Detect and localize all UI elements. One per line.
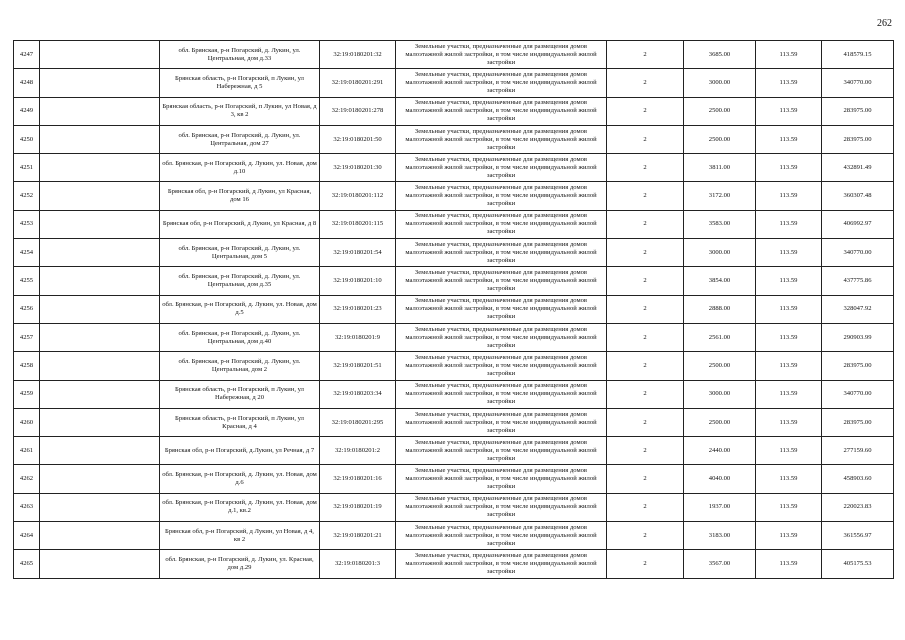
blank-column: [40, 97, 160, 125]
address-cell: обл. Брянская, р-н Погарский, д. Лукин, ул. Красная, дом д.29: [160, 550, 320, 578]
blank-column: [40, 437, 160, 465]
row-number: 4263: [14, 493, 40, 521]
blank-column: [40, 182, 160, 210]
cadastral-number-cell: 32:19:0180201:278: [320, 97, 396, 125]
table-body: [14, 41, 894, 579]
land-use-cell: Земельные участки, предназначенные для размещения домов малоэтажной жилой застройки, в том числе индивидуальной жилой застройки: [396, 522, 607, 550]
area-cell: 3000.00: [684, 380, 756, 408]
cadastral-number-cell: 32:19:0180201:10: [320, 267, 396, 295]
category-cell: 2: [607, 182, 684, 210]
table-row: [14, 323, 894, 351]
cadastral-number-cell: 32:19:0180201:291: [320, 69, 396, 97]
land-use-cell: Земельные участки, предназначенные для размещения домов малоэтажной жилой застройки, в том числе индивидуальной жилой застройки: [396, 323, 607, 351]
cadastral-number-cell: 32:19:0180201:32: [320, 41, 396, 69]
row-number: 4256: [14, 295, 40, 323]
blank-column: [40, 323, 160, 351]
blank-column: [40, 210, 160, 238]
rate-cell: 113.59: [756, 352, 822, 380]
cadastral-value-cell: 277159.60: [822, 437, 894, 465]
land-use-cell: Земельные участки, предназначенные для размещения домов малоэтажной жилой застройки, в том числе индивидуальной жилой застройки: [396, 41, 607, 69]
table-row: [14, 182, 894, 210]
rate-cell: 113.59: [756, 522, 822, 550]
address-cell: Брянская обл, р-н Погарский, д Лукин, ул Новая, д 4, кв 2: [160, 522, 320, 550]
category-cell: 2: [607, 125, 684, 153]
address-cell: обл. Брянская, р-н Погарский, д. Лукин, ул. Новая, дом д.6: [160, 465, 320, 493]
area-cell: 2561.00: [684, 323, 756, 351]
area-cell: 1937.00: [684, 493, 756, 521]
cadastral-value-cell: 405175.53: [822, 550, 894, 578]
blank-column: [40, 267, 160, 295]
category-cell: 2: [607, 69, 684, 97]
area-cell: 3000.00: [684, 239, 756, 267]
rate-cell: 113.59: [756, 323, 822, 351]
land-use-cell: Земельные участки, предназначенные для размещения домов малоэтажной жилой застройки, в том числе индивидуальной жилой застройки: [396, 550, 607, 578]
blank-column: [40, 41, 160, 69]
category-cell: 2: [607, 41, 684, 69]
blank-column: [40, 408, 160, 436]
cadastral-number-cell: 32:19:0180201:115: [320, 210, 396, 238]
category-cell: 2: [607, 239, 684, 267]
row-number: 4262: [14, 465, 40, 493]
address-cell: обл. Брянская, р-н Погарский, д. Лукин, ул. Центральная, дом 27: [160, 125, 320, 153]
table-row: [14, 239, 894, 267]
land-use-cell: Земельные участки, предназначенные для размещения домов малоэтажной жилой застройки, в том числе индивидуальной жилой застройки: [396, 210, 607, 238]
land-use-cell: Земельные участки, предназначенные для размещения домов малоэтажной жилой застройки, в том числе индивидуальной жилой застройки: [396, 295, 607, 323]
table-row: [14, 69, 894, 97]
table-row: [14, 408, 894, 436]
category-cell: 2: [607, 493, 684, 521]
cadastral-value-cell: 283975.00: [822, 97, 894, 125]
category-cell: 2: [607, 210, 684, 238]
table-row: [14, 465, 894, 493]
blank-column: [40, 493, 160, 521]
blank-column: [40, 154, 160, 182]
blank-column: [40, 465, 160, 493]
blank-column: [40, 69, 160, 97]
address-cell: Брянская обл, р-н Погарский, д Лукин, ул Красная, дом 16: [160, 182, 320, 210]
rate-cell: 113.59: [756, 41, 822, 69]
cadastral-value-cell: 283975.00: [822, 125, 894, 153]
blank-column: [40, 352, 160, 380]
cadastral-number-cell: 32:19:0180201:21: [320, 522, 396, 550]
area-cell: 4040.00: [684, 465, 756, 493]
cadastral-number-cell: 32:19:0180201:2: [320, 437, 396, 465]
row-number: 4255: [14, 267, 40, 295]
area-cell: 2500.00: [684, 352, 756, 380]
address-cell: обл. Брянская, р-н Погарский, д. Лукин, ул. Центральная, дом д.40: [160, 323, 320, 351]
cadastral-number-cell: 32:19:0180201:51: [320, 352, 396, 380]
land-use-cell: Земельные участки, предназначенные для размещения домов малоэтажной жилой застройки, в том числе индивидуальной жилой застройки: [396, 239, 607, 267]
rate-cell: 113.59: [756, 465, 822, 493]
address-cell: обл. Брянская, р-н Погарский, д. Лукин, ул. Центральная, дом д.33: [160, 41, 320, 69]
cadastral-value-cell: 283975.00: [822, 408, 894, 436]
row-number: 4260: [14, 408, 40, 436]
row-number: 4258: [14, 352, 40, 380]
table-row: [14, 97, 894, 125]
row-number: 4259: [14, 380, 40, 408]
blank-column: [40, 295, 160, 323]
land-use-cell: Земельные участки, предназначенные для размещения домов малоэтажной жилой застройки, в том числе индивидуальной жилой застройки: [396, 408, 607, 436]
land-use-cell: Земельные участки, предназначенные для размещения домов малоэтажной жилой застройки, в том числе индивидуальной жилой застройки: [396, 493, 607, 521]
category-cell: 2: [607, 522, 684, 550]
row-number: 4265: [14, 550, 40, 578]
rate-cell: 113.59: [756, 380, 822, 408]
area-cell: 3583.00: [684, 210, 756, 238]
address-cell: обл. Брянская, р-н Погарский, д. Лукин, ул. Центральная, дом 2: [160, 352, 320, 380]
row-number: 4252: [14, 182, 40, 210]
area-cell: 2500.00: [684, 408, 756, 436]
category-cell: 2: [607, 550, 684, 578]
address-cell: обл. Брянская, р-н Погарский, д. Лукин, ул. Новая, дом д.10: [160, 154, 320, 182]
page-number: 262: [877, 18, 892, 29]
cadastral-value-cell: 290903.99: [822, 323, 894, 351]
cadastral-number-cell: 32:19:0180201:9: [320, 323, 396, 351]
address-cell: Брянская обл, р-н Погарский, д.Лукин, ул Речная, д 7: [160, 437, 320, 465]
cadastral-number-cell: 32:19:0180203:34: [320, 380, 396, 408]
area-cell: 3685.00: [684, 41, 756, 69]
table-row: [14, 295, 894, 323]
cadastral-value-cell: 340770.00: [822, 69, 894, 97]
rate-cell: 113.59: [756, 125, 822, 153]
table-row: [14, 522, 894, 550]
cadastral-value-cell: 220023.83: [822, 493, 894, 521]
table-row: [14, 550, 894, 578]
table-row: [14, 154, 894, 182]
row-number: 4264: [14, 522, 40, 550]
table-row: [14, 125, 894, 153]
table-row: [14, 352, 894, 380]
category-cell: 2: [607, 352, 684, 380]
land-use-cell: Земельные участки, предназначенные для размещения домов малоэтажной жилой застройки, в том числе индивидуальной жилой застройки: [396, 352, 607, 380]
row-number: 4250: [14, 125, 40, 153]
blank-column: [40, 239, 160, 267]
blank-column: [40, 380, 160, 408]
cadastral-value-cell: 340770.00: [822, 380, 894, 408]
land-use-cell: Земельные участки, предназначенные для размещения домов малоэтажной жилой застройки, в том числе индивидуальной жилой застройки: [396, 97, 607, 125]
rate-cell: 113.59: [756, 437, 822, 465]
table-row: [14, 210, 894, 238]
row-number: 4249: [14, 97, 40, 125]
cadastral-value-cell: 360307.48: [822, 182, 894, 210]
category-cell: 2: [607, 437, 684, 465]
area-cell: 2888.00: [684, 295, 756, 323]
table-row: [14, 437, 894, 465]
cadastral-value-cell: 458903.60: [822, 465, 894, 493]
cadastral-number-cell: 32:19:0180201:23: [320, 295, 396, 323]
blank-column: [40, 125, 160, 153]
land-registry-table: [13, 40, 894, 579]
row-number: 4254: [14, 239, 40, 267]
rate-cell: 113.59: [756, 154, 822, 182]
row-number: 4257: [14, 323, 40, 351]
address-cell: Брянская обл, р-н Погарский, д Лукин, ул Красная, д 8: [160, 210, 320, 238]
category-cell: 2: [607, 408, 684, 436]
area-cell: 2500.00: [684, 125, 756, 153]
area-cell: 2500.00: [684, 97, 756, 125]
area-cell: 3854.00: [684, 267, 756, 295]
land-use-cell: Земельные участки, предназначенные для размещения домов малоэтажной жилой застройки, в том числе индивидуальной жилой застройки: [396, 267, 607, 295]
area-cell: 3172.00: [684, 182, 756, 210]
row-number: 4247: [14, 41, 40, 69]
cadastral-value-cell: 418579.15: [822, 41, 894, 69]
cadastral-number-cell: 32:19:0180201:19: [320, 493, 396, 521]
table-row: [14, 380, 894, 408]
land-use-cell: Земельные участки, предназначенные для размещения домов малоэтажной жилой застройки, в том числе индивидуальной жилой застройки: [396, 182, 607, 210]
category-cell: 2: [607, 154, 684, 182]
land-use-cell: Земельные участки, предназначенные для размещения домов малоэтажной жилой застройки, в том числе индивидуальной жилой застройки: [396, 154, 607, 182]
area-cell: 3811.00: [684, 154, 756, 182]
cadastral-value-cell: 328047.92: [822, 295, 894, 323]
table-row: [14, 267, 894, 295]
cadastral-number-cell: 32:19:0180201:3: [320, 550, 396, 578]
area-cell: 3000.00: [684, 69, 756, 97]
category-cell: 2: [607, 295, 684, 323]
address-cell: обл. Брянская, р-н Погарский, д. Лукин, ул. Центральная, дом 5: [160, 239, 320, 267]
cadastral-value-cell: 432891.49: [822, 154, 894, 182]
blank-column: [40, 550, 160, 578]
cadastral-number-cell: 32:19:0180201:30: [320, 154, 396, 182]
area-cell: 3183.00: [684, 522, 756, 550]
land-use-cell: Земельные участки, предназначенные для размещения домов малоэтажной жилой застройки, в том числе индивидуальной жилой застройки: [396, 125, 607, 153]
table-row: [14, 493, 894, 521]
land-use-cell: Земельные участки, предназначенные для размещения домов малоэтажной жилой застройки, в том числе индивидуальной жилой застройки: [396, 465, 607, 493]
category-cell: 2: [607, 267, 684, 295]
rate-cell: 113.59: [756, 550, 822, 578]
row-number: 4261: [14, 437, 40, 465]
category-cell: 2: [607, 380, 684, 408]
category-cell: 2: [607, 97, 684, 125]
land-use-cell: Земельные участки, предназначенные для размещения домов малоэтажной жилой застройки, в том числе индивидуальной жилой застройки: [396, 437, 607, 465]
rate-cell: 113.59: [756, 210, 822, 238]
land-use-cell: Земельные участки, предназначенные для размещения домов малоэтажной жилой застройки, в том числе индивидуальной жилой застройки: [396, 69, 607, 97]
cadastral-value-cell: 340770.00: [822, 239, 894, 267]
cadastral-value-cell: 361556.97: [822, 522, 894, 550]
row-number: 4248: [14, 69, 40, 97]
table-row: [14, 41, 894, 69]
cadastral-number-cell: 32:19:0180201:295: [320, 408, 396, 436]
address-cell: Брянская область, р-н Погарский, п Лукин, ул Набережная, д 20: [160, 380, 320, 408]
cadastral-number-cell: 32:19:0180201:54: [320, 239, 396, 267]
address-cell: Брянская область, р-н Погарский, п Лукин, ул Набережная, д 5: [160, 69, 320, 97]
rate-cell: 113.59: [756, 97, 822, 125]
address-cell: обл. Брянская, р-н Погарский, д. Лукин, ул. Новая, дом д.1, кв.2: [160, 493, 320, 521]
address-cell: обл. Брянская, р-н Погарский, д. Лукин, ул. Центральная, дом д.35: [160, 267, 320, 295]
rate-cell: 113.59: [756, 182, 822, 210]
row-number: 4253: [14, 210, 40, 238]
rate-cell: 113.59: [756, 493, 822, 521]
land-use-cell: Земельные участки, предназначенные для размещения домов малоэтажной жилой застройки, в том числе индивидуальной жилой застройки: [396, 380, 607, 408]
cadastral-value-cell: 406992.97: [822, 210, 894, 238]
rate-cell: 113.59: [756, 295, 822, 323]
category-cell: 2: [607, 465, 684, 493]
rate-cell: 113.59: [756, 69, 822, 97]
rate-cell: 113.59: [756, 408, 822, 436]
address-cell: Брянская область, р-н Погарский, п Лукин, ул Новая, д 3, кв 2: [160, 97, 320, 125]
area-cell: 3567.00: [684, 550, 756, 578]
address-cell: Брянская область, р-н Погарский, п Лукин, ул Красная, д 4: [160, 408, 320, 436]
row-number: 4251: [14, 154, 40, 182]
area-cell: 2440.00: [684, 437, 756, 465]
rate-cell: 113.59: [756, 239, 822, 267]
category-cell: 2: [607, 323, 684, 351]
cadastral-value-cell: 283975.00: [822, 352, 894, 380]
cadastral-number-cell: 32:19:0180201:50: [320, 125, 396, 153]
blank-column: [40, 522, 160, 550]
cadastral-value-cell: 437775.86: [822, 267, 894, 295]
address-cell: обл. Брянская, р-н Погарский, д. Лукин, ул. Новая, дом д.5: [160, 295, 320, 323]
cadastral-number-cell: 32:19:0180201:16: [320, 465, 396, 493]
rate-cell: 113.59: [756, 267, 822, 295]
cadastral-number-cell: 32:19:0180201:112: [320, 182, 396, 210]
